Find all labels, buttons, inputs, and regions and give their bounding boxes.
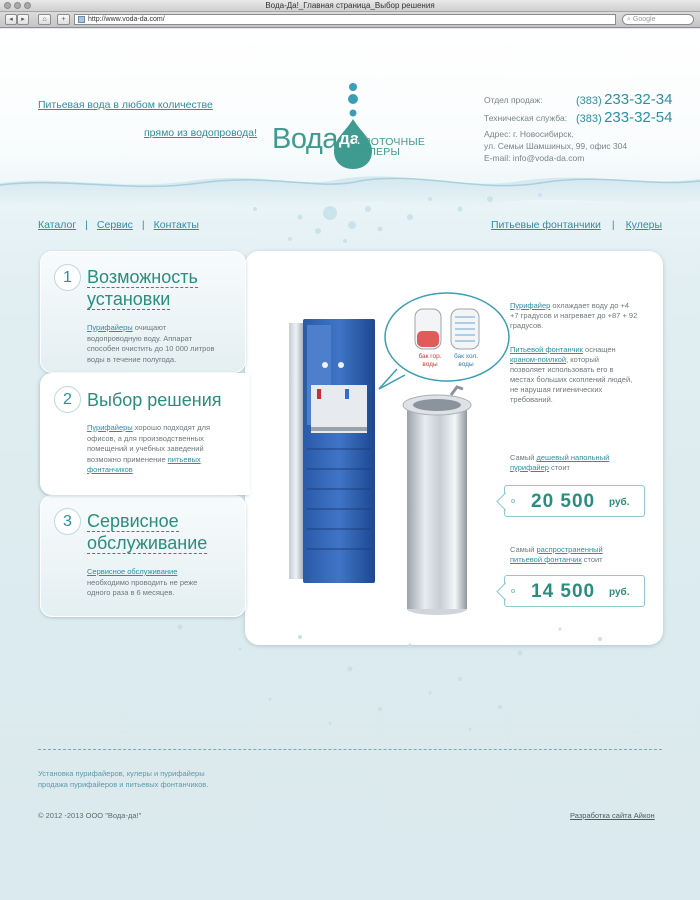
- nav-coolers[interactable]: Кулеры: [625, 219, 663, 231]
- fountain-image: [397, 381, 477, 617]
- step-text-line: одного раза в 6 месяцев.: [87, 588, 175, 597]
- step-text-line: водопроводную воду. Аппарат: [87, 333, 193, 343]
- faucet-link[interactable]: краном-поилкой: [510, 355, 567, 364]
- price-purifier: 20 500: [531, 491, 596, 512]
- step-number: 3: [54, 508, 81, 535]
- drop-icon: [268, 29, 438, 194]
- fountain-text: местах больших скоплений людей,: [510, 375, 633, 384]
- home-icon: ⌂: [42, 16, 47, 23]
- purifier-text: градусов.: [510, 321, 544, 330]
- cheap-text: стоит: [548, 463, 570, 472]
- purifier-link[interactable]: Пурифайер: [510, 301, 551, 310]
- tagline-1[interactable]: Питьевая вода в любом количестве: [38, 99, 213, 111]
- step-text: [87, 567, 235, 599]
- add-bookmark-button[interactable]: [57, 14, 70, 25]
- nav-separator: |: [85, 219, 88, 231]
- tank-hot-label: бак гор. воды: [418, 353, 442, 368]
- sales-phone: [576, 91, 672, 108]
- logo-subtitle: [356, 137, 425, 157]
- footer-divider: [38, 749, 662, 750]
- step-title: [87, 389, 222, 411]
- step-text-line: хорошо подходят для: [132, 423, 211, 432]
- step-title-line: обслуживание: [87, 533, 208, 553]
- step-title-line: Выбор решения: [87, 390, 222, 410]
- purifier-text: +7 градусов и нагревает до +87 + 92: [510, 311, 638, 320]
- search-placeholder: Google: [632, 16, 656, 23]
- tank-cold-label: бак хол. воды: [453, 353, 479, 368]
- price-fountain: 14 500: [531, 581, 596, 602]
- back-button[interactable]: [5, 14, 17, 25]
- purifier-text: охлаждает воду до +4: [550, 301, 630, 310]
- web-page: [0, 29, 700, 900]
- service-phone-number: 233-32-54: [604, 109, 673, 126]
- step-title: [87, 266, 198, 310]
- bubbles-decoration: [0, 609, 700, 749]
- popular-fountain-link-2[interactable]: питьевой фонтанчик: [510, 555, 582, 564]
- plus-icon: +: [61, 16, 66, 23]
- nav-contacts[interactable]: Контакты: [153, 219, 199, 231]
- fountain-text: не нарушая гигиенических: [510, 385, 603, 394]
- logo-subtitle-2: КУЛЕРЫ: [356, 146, 400, 158]
- search-icon: ⌕: [627, 16, 631, 23]
- step-text-line: очищают: [132, 323, 167, 332]
- logo-subtitle-1: ПРОТОЧНЫЕ: [356, 136, 426, 148]
- site-logo[interactable]: [268, 29, 438, 194]
- price-tag-fountain: [504, 575, 645, 607]
- fountain-text: требований.: [510, 395, 553, 404]
- popular-fountain-link-1[interactable]: распространенный: [536, 545, 603, 554]
- search-field[interactable]: [622, 14, 694, 25]
- step-link[interactable]: Сервисное обслуживание: [87, 567, 178, 576]
- step-2-card[interactable]: [40, 373, 250, 495]
- step-text-line: офисов, а для производственных: [87, 433, 204, 443]
- footer-text-line: Установка пурифайеров, кулеры и пурифайеры: [38, 769, 205, 778]
- secondary-nav: [491, 219, 662, 231]
- email-text[interactable]: E-mail: info@voda-da.com: [484, 153, 585, 163]
- fountain-link[interactable]: Питьевой фонтанчик: [510, 345, 583, 354]
- nav-separator: |: [611, 219, 615, 231]
- address-line-1: Адрес: г. Новосибирск,: [484, 129, 574, 139]
- price-tag-purifier: [504, 485, 645, 517]
- step-text-line: возможно применение: [87, 454, 168, 464]
- step-title-line: установки: [87, 289, 171, 309]
- window-titlebar: [0, 0, 700, 12]
- address-bar[interactable]: [74, 14, 616, 25]
- nav-service[interactable]: Сервис: [96, 219, 133, 231]
- step-1-card[interactable]: [40, 251, 246, 373]
- window-title: Вода-Да!_Главная страница_Выбор решения: [265, 1, 435, 10]
- tag-hole-icon: [511, 589, 515, 593]
- tagline-2[interactable]: прямо из водопровода!: [144, 127, 258, 139]
- browser-toolbar: [0, 12, 700, 28]
- step-title-line: Возможность: [87, 267, 198, 287]
- footer-text-line: продажа пурифайеров и питьевых фонтанчиков.: [38, 780, 209, 789]
- sales-label: Отдел продаж:: [484, 95, 543, 105]
- fountain-description: [510, 345, 660, 405]
- step-text: [87, 423, 235, 476]
- nav-separator: |: [141, 219, 145, 231]
- service-label: Техническая служба:: [484, 113, 568, 123]
- service-phone-code: (383): [576, 113, 602, 125]
- product-card: [245, 251, 663, 645]
- home-button[interactable]: [38, 14, 51, 25]
- logo-da-text: да: [339, 129, 360, 148]
- main-nav: [38, 219, 199, 231]
- cheap-purifier-text: [510, 453, 660, 473]
- step-text-line: помещений и учебных заведений: [87, 444, 204, 453]
- purifier-description: [510, 301, 660, 331]
- step-text: [87, 323, 235, 365]
- fountains-link-2[interactable]: фонтанчиков: [87, 465, 133, 474]
- step-title: [87, 510, 207, 554]
- arrow-left-icon: ◂: [9, 16, 13, 23]
- purifier-image: [285, 319, 381, 583]
- page-icon: [78, 16, 85, 23]
- step-title-line: Сервисное: [87, 511, 179, 531]
- fountains-link[interactable]: питьевых: [167, 454, 201, 464]
- address-line-2: ул. Семьи Шамшиных, 99, офис 304: [484, 141, 628, 151]
- forward-button[interactable]: [17, 14, 29, 25]
- cheap-purifier-link-2[interactable]: пурифайер: [510, 463, 549, 472]
- footer-description: [38, 768, 208, 790]
- fountain-text: позволяет использовать его в: [510, 365, 614, 374]
- logo-voda-text: Вода: [272, 123, 338, 155]
- step-number: 2: [54, 386, 81, 413]
- step-text-line: необходимо проводить не реже: [87, 577, 198, 587]
- fountain-text: , который: [566, 355, 599, 364]
- step-number: 1: [54, 264, 81, 291]
- currency-label: руб.: [609, 497, 630, 508]
- popular-text: Самый: [510, 545, 537, 554]
- step-link[interactable]: Пурифайеры: [87, 323, 133, 332]
- popular-text: стоит: [581, 555, 603, 564]
- arrow-right-icon: ▸: [21, 16, 25, 23]
- sales-phone-code: (383): [576, 95, 602, 107]
- step-text-line: способен очистить до 10 000 литров: [87, 344, 215, 353]
- step-link[interactable]: Пурифайеры: [87, 423, 133, 432]
- footer-copyright: © 2012 -2013 ООО "Вода-да!": [38, 811, 142, 820]
- step-3-card[interactable]: [40, 495, 246, 617]
- currency-label: руб.: [609, 587, 630, 598]
- popular-fountain-text: [510, 545, 660, 565]
- cheap-text: Самый: [510, 453, 537, 462]
- nav-fountains[interactable]: Питьевые фонтанчики: [491, 219, 601, 231]
- service-phone: [576, 109, 672, 126]
- tanks-callout-image: [375, 291, 511, 391]
- url-text: http://www.voda-da.com/: [88, 16, 165, 23]
- step-text-line: воды в течение полугода.: [87, 354, 177, 364]
- developer-link[interactable]: Разработка сайта Айкон: [570, 811, 655, 820]
- cheap-purifier-link-1[interactable]: дешевый напольный: [536, 453, 610, 462]
- tag-hole-icon: [511, 499, 515, 503]
- sales-phone-number: 233-32-34: [604, 91, 673, 108]
- fountain-text: оснащен: [582, 345, 616, 354]
- nav-catalog[interactable]: Каталог: [38, 219, 77, 231]
